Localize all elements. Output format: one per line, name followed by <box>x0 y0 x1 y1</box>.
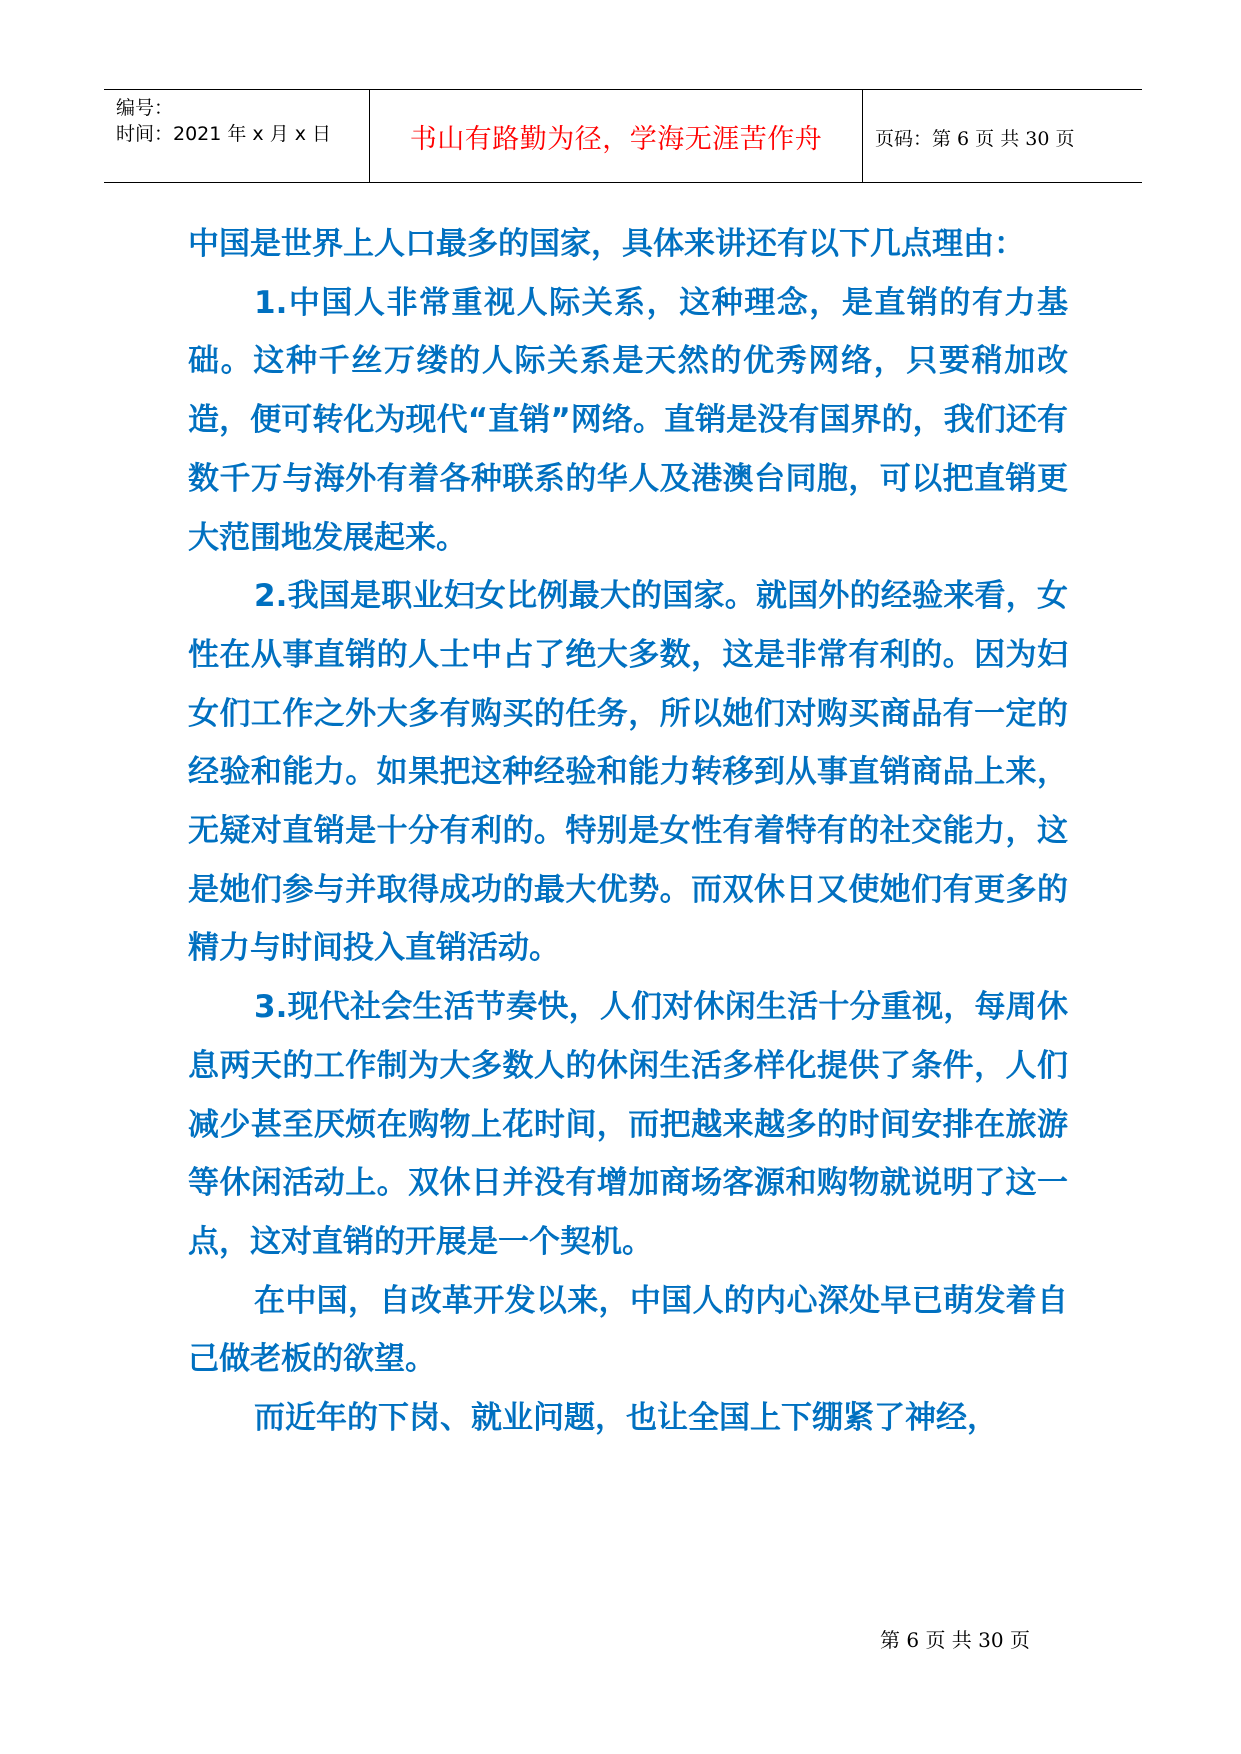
paragraph-reason-2: 2.我国是职业妇女比例最大的国家。就国外的经验来看，女性在从事直销的人士中占了绝大多数，这是非常有利的。因为妇女们工作之外大多有购买的任务，所以她们对购买商品有一定的经验和能力。如果把这种经验和能力转移到从事直销商品上来，无疑对直销是十分有利的。特别是女性有着特有的社交能力，这是她们参与并取得成功的最大优势。而双休日又使她们有更多的精力与时间投入直销活动。 <box>188 578 1068 967</box>
paragraph-employment: 而近年的下岗、就业问题，也让全国上下绷紧了神经， <box>254 1400 998 1437</box>
motto-text: 书山有路勤为径，学海无涯苦作舟 <box>409 124 823 155</box>
paragraph-intro: 中国是世界上人口最多的国家，具体来讲还有以下几点理由： <box>188 226 1025 262</box>
header-page-cell <box>863 90 1142 182</box>
document-time-label: 时间：2021 年 x 月 x 日 <box>116 123 332 145</box>
document-body <box>188 215 1068 1448</box>
paragraph-reason-3: 3.现代社会生活节奏快，人们对休闲生活十分重视，每周休息两天的工作制为大多数人的休闲生活多样化提供了条件，人们减少甚至厌烦在购物上花时间，而把越来越多的时间安排在旅游等休闲活动上。双休日并没有增加商场客源和购物就说明了这一点，这对直销的开展是一个契机。 <box>188 989 1068 1260</box>
page-header <box>104 89 1142 183</box>
paragraph-reform: 在中国，自改革开发以来，中国人的内心深处早已萌发着自己做老板的欲望。 <box>188 1282 1068 1378</box>
header-motto-cell <box>369 90 863 182</box>
page-footer: 第 6 页 共 30 页 <box>880 1628 1030 1652</box>
header-meta-cell <box>104 90 369 182</box>
header-page-code: 页码：第 6 页 共 30 页 <box>875 128 1075 150</box>
document-number-label: 编号： <box>116 97 174 119</box>
paragraph-reason-1: 1.中国人非常重视人际关系，这种理念，是直销的有力基础。这种千丝万缕的人际关系是天然的优秀网络，只要稍加改造，便可转化为现代“直销”网络。直销是没有国界的，我们还有数千万与海外有着各种联系的华人及港澳台同胞，可以把直销更大范围地发展起来。 <box>188 284 1068 556</box>
